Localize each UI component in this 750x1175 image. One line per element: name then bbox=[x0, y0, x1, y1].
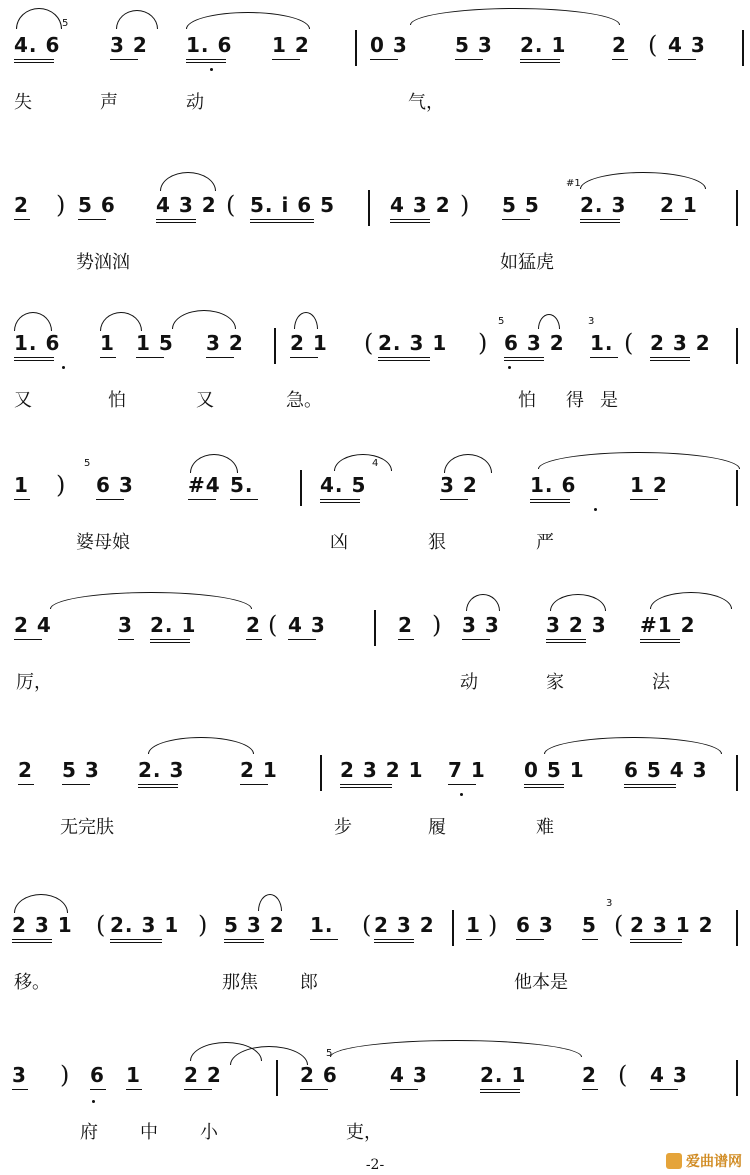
beam-line bbox=[90, 1089, 106, 1090]
slur bbox=[160, 172, 216, 191]
note-group: 1. 6 bbox=[14, 331, 61, 355]
note-group: 2 3 2 1 bbox=[340, 758, 424, 782]
note-group: 4. 5 bbox=[320, 473, 367, 497]
open-paren: ( bbox=[648, 31, 658, 59]
notation-line bbox=[0, 1030, 750, 1110]
lyric: 府 bbox=[80, 1122, 98, 1143]
beam-line bbox=[240, 784, 268, 785]
slur bbox=[148, 737, 254, 754]
note-group: 5 6 bbox=[78, 193, 116, 217]
beam-line bbox=[320, 499, 360, 500]
beam-line bbox=[206, 357, 234, 358]
beam-line bbox=[110, 942, 162, 943]
music-note-icon bbox=[666, 1153, 682, 1169]
beam-line bbox=[640, 639, 680, 640]
lyric: 是 bbox=[600, 390, 618, 411]
barline bbox=[300, 470, 302, 506]
note-group: 1. 6 bbox=[530, 473, 577, 497]
octave-dot bbox=[210, 68, 213, 71]
beam-line bbox=[390, 222, 430, 223]
note-group: 2. 3 bbox=[138, 758, 185, 782]
beam-line bbox=[524, 787, 564, 788]
note-group: 4 3 bbox=[650, 1063, 688, 1087]
note-group: 2 bbox=[612, 33, 627, 57]
beam-line bbox=[582, 939, 598, 940]
note-group: 1 5 bbox=[136, 331, 174, 355]
slur bbox=[580, 172, 706, 189]
beam-line bbox=[440, 499, 468, 500]
lyric: 移。 bbox=[14, 972, 50, 993]
beam-line bbox=[250, 219, 314, 220]
beam-line bbox=[612, 59, 628, 60]
notation-line bbox=[0, 0, 750, 80]
grace-note: 5 bbox=[326, 1048, 333, 1059]
beam-line bbox=[14, 357, 54, 358]
grace-note: 5 bbox=[84, 458, 91, 469]
barline bbox=[736, 328, 738, 364]
note-group: 1 2 bbox=[630, 473, 668, 497]
note-group: 3 2 bbox=[110, 33, 148, 57]
barline bbox=[452, 910, 454, 946]
grace-note: 3 bbox=[588, 316, 595, 327]
watermark bbox=[666, 1151, 742, 1171]
barline bbox=[368, 190, 370, 226]
note-group: 2 3 2 bbox=[650, 331, 711, 355]
note-group: 6 3 bbox=[96, 473, 134, 497]
score-system bbox=[0, 298, 750, 428]
slur bbox=[544, 737, 722, 754]
note-group: 2 1 bbox=[240, 758, 278, 782]
note-group: 2 bbox=[14, 193, 29, 217]
beam-line bbox=[156, 219, 196, 220]
slur bbox=[538, 452, 740, 469]
note-group: 6 3 bbox=[516, 913, 554, 937]
barline bbox=[742, 30, 744, 66]
beam-line bbox=[186, 62, 226, 63]
octave-dot bbox=[508, 366, 511, 369]
beam-line bbox=[110, 939, 162, 940]
beam-line bbox=[630, 939, 682, 940]
beam-line bbox=[138, 787, 178, 788]
barline bbox=[320, 755, 322, 791]
lyric: 家 bbox=[546, 672, 564, 693]
close-paren: ) bbox=[488, 911, 498, 939]
slur bbox=[116, 10, 158, 29]
open-paren: ( bbox=[614, 911, 624, 939]
note-group: 5 5 bbox=[502, 193, 540, 217]
lyric: 无完肤 bbox=[60, 817, 114, 838]
octave-dot bbox=[594, 508, 597, 511]
note-group: 2 bbox=[398, 613, 413, 637]
slur bbox=[330, 1040, 582, 1057]
beam-line bbox=[126, 1089, 142, 1090]
lyric: 又 bbox=[14, 390, 32, 411]
beam-line bbox=[310, 939, 338, 940]
lyric: 急。 bbox=[286, 390, 322, 411]
slur bbox=[258, 894, 282, 911]
open-paren: ( bbox=[618, 1061, 628, 1089]
close-paren: ) bbox=[56, 191, 66, 219]
note-group: 4 3 bbox=[288, 613, 326, 637]
beam-line bbox=[524, 784, 564, 785]
score-system bbox=[0, 0, 750, 130]
grace-note: 5 bbox=[498, 316, 505, 327]
lyric: 法 bbox=[652, 672, 670, 693]
beam-line bbox=[650, 357, 690, 358]
notation-line bbox=[0, 880, 750, 960]
lyric: 又 bbox=[196, 390, 214, 411]
beam-line bbox=[370, 59, 398, 60]
note-group: 1 bbox=[14, 473, 29, 497]
notation-line bbox=[0, 580, 750, 660]
score-system bbox=[0, 880, 750, 1010]
open-paren: ( bbox=[96, 911, 106, 939]
close-paren: ) bbox=[460, 191, 470, 219]
lyric: 凶 bbox=[330, 532, 348, 553]
slur bbox=[550, 594, 606, 611]
beam-line bbox=[136, 357, 164, 358]
beam-line bbox=[378, 360, 430, 361]
beam-line bbox=[466, 939, 482, 940]
beam-line bbox=[230, 499, 258, 500]
note-group: 2 4 bbox=[14, 613, 52, 637]
lyric: 势汹汹 bbox=[76, 252, 130, 273]
note-group: 0 5 1 bbox=[524, 758, 585, 782]
open-paren: ( bbox=[624, 329, 634, 357]
note-group: 2 bbox=[246, 613, 261, 637]
beam-line bbox=[320, 502, 360, 503]
barline bbox=[736, 755, 738, 791]
score-system bbox=[0, 725, 750, 855]
beam-line bbox=[340, 787, 392, 788]
beam-line bbox=[374, 939, 414, 940]
note-group: 3 2 bbox=[206, 331, 244, 355]
slur bbox=[466, 594, 500, 611]
beam-line bbox=[590, 357, 618, 358]
beam-line bbox=[668, 59, 696, 60]
beam-line bbox=[186, 59, 226, 60]
beam-line bbox=[12, 1089, 28, 1090]
slur bbox=[650, 592, 732, 609]
beam-line bbox=[14, 639, 42, 640]
slur bbox=[444, 454, 492, 473]
beam-line bbox=[480, 1092, 520, 1093]
note-group: 4 3 2 bbox=[390, 193, 451, 217]
note-group: 2. 1 bbox=[150, 613, 197, 637]
slur bbox=[16, 8, 62, 29]
note-group: 5 3 2 bbox=[224, 913, 285, 937]
beam-line bbox=[546, 639, 586, 640]
score-system bbox=[0, 580, 750, 710]
beam-line bbox=[188, 499, 216, 500]
note-group: 6 bbox=[90, 1063, 105, 1087]
close-paren: ) bbox=[198, 911, 208, 939]
beam-line bbox=[390, 219, 430, 220]
grace-note: 4 bbox=[372, 458, 379, 469]
slur bbox=[186, 12, 310, 29]
slur bbox=[190, 454, 238, 473]
note-group: 3 bbox=[118, 613, 133, 637]
beam-line bbox=[12, 939, 52, 940]
beam-line bbox=[118, 639, 134, 640]
close-paren: ) bbox=[56, 471, 66, 499]
lyric: 小 bbox=[200, 1122, 218, 1143]
note-group: 5. i 6 5 bbox=[250, 193, 336, 217]
beam-line bbox=[96, 499, 124, 500]
note-group: 7 1 bbox=[448, 758, 486, 782]
beam-line bbox=[630, 942, 682, 943]
close-paren: ) bbox=[432, 611, 442, 639]
note-group: 6 5 4 3 bbox=[624, 758, 708, 782]
beam-line bbox=[580, 222, 620, 223]
note-group: 1 bbox=[466, 913, 481, 937]
slur bbox=[14, 894, 68, 913]
note-group: 2. 3 1 bbox=[110, 913, 180, 937]
note-group: 2 3 1 2 bbox=[630, 913, 714, 937]
octave-dot bbox=[460, 793, 463, 796]
beam-line bbox=[100, 357, 116, 358]
beam-line bbox=[640, 642, 680, 643]
note-group: 2 3 1 bbox=[12, 913, 73, 937]
beam-line bbox=[530, 499, 570, 500]
note-group: 2 1 bbox=[290, 331, 328, 355]
beam-line bbox=[18, 784, 34, 785]
beam-line bbox=[224, 942, 264, 943]
slur bbox=[50, 592, 252, 609]
slur bbox=[334, 454, 392, 471]
beam-line bbox=[455, 59, 483, 60]
octave-dot bbox=[92, 1100, 95, 1103]
beam-line bbox=[520, 59, 560, 60]
note-group: 6 3 2 bbox=[504, 331, 565, 355]
open-paren: ( bbox=[364, 329, 374, 357]
note-group: 5. bbox=[230, 473, 254, 497]
close-paren: ) bbox=[60, 1061, 70, 1089]
barline bbox=[736, 910, 738, 946]
lyric: 郎 bbox=[300, 972, 318, 993]
notation-line bbox=[0, 440, 750, 520]
notation-line bbox=[0, 160, 750, 240]
beam-line bbox=[14, 59, 54, 60]
lyric: 如猛虎 bbox=[500, 252, 554, 273]
lyric: 他本是 bbox=[514, 972, 568, 993]
slur bbox=[538, 314, 560, 329]
slur bbox=[14, 312, 52, 331]
lyric: 狠 bbox=[428, 532, 446, 553]
note-group: #4 bbox=[188, 473, 221, 497]
note-group: 4 3 bbox=[390, 1063, 428, 1087]
beam-line bbox=[480, 1089, 520, 1090]
beam-line bbox=[300, 1089, 328, 1090]
beam-line bbox=[184, 1089, 212, 1090]
note-group: 2. 3 bbox=[580, 193, 627, 217]
beam-line bbox=[630, 499, 658, 500]
beam-line bbox=[374, 942, 414, 943]
slur bbox=[294, 312, 318, 329]
lyric: 吏， bbox=[346, 1122, 382, 1143]
note-group: 4 3 bbox=[668, 33, 706, 57]
beam-line bbox=[12, 942, 52, 943]
barline bbox=[274, 328, 276, 364]
beam-line bbox=[660, 219, 688, 220]
note-group: 2 1 bbox=[660, 193, 698, 217]
beam-line bbox=[504, 360, 544, 361]
beam-line bbox=[110, 59, 138, 60]
note-group: 1 2 bbox=[272, 33, 310, 57]
barline bbox=[276, 1060, 278, 1096]
note-group: 2 6 bbox=[300, 1063, 338, 1087]
watermark-text: 爱曲谱网 bbox=[686, 1154, 742, 1170]
score-system bbox=[0, 1030, 750, 1160]
slur bbox=[172, 310, 236, 329]
beam-line bbox=[156, 222, 196, 223]
beam-line bbox=[580, 219, 620, 220]
beam-line bbox=[462, 639, 490, 640]
lyric: 失 bbox=[14, 92, 32, 113]
beam-line bbox=[530, 502, 570, 503]
lyric: 难 bbox=[536, 817, 554, 838]
note-group: 1. bbox=[310, 913, 334, 937]
barline bbox=[355, 30, 357, 66]
note-group: 2 2 bbox=[184, 1063, 222, 1087]
slur bbox=[100, 312, 142, 331]
grace-note: 3 bbox=[606, 898, 613, 909]
note-group: 2 bbox=[582, 1063, 597, 1087]
beam-line bbox=[250, 222, 314, 223]
note-group: 2 3 2 bbox=[374, 913, 435, 937]
beam-line bbox=[516, 939, 544, 940]
lyric: 那焦 bbox=[222, 972, 258, 993]
beam-line bbox=[398, 639, 414, 640]
note-group: 3 2 3 bbox=[546, 613, 607, 637]
beam-line bbox=[378, 357, 430, 358]
beam-line bbox=[138, 784, 178, 785]
beam-line bbox=[14, 62, 54, 63]
octave-dot bbox=[62, 366, 65, 369]
beam-line bbox=[390, 1089, 418, 1090]
beam-line bbox=[272, 59, 300, 60]
lyric: 怕 bbox=[108, 390, 126, 411]
notation-line bbox=[0, 298, 750, 378]
beam-line bbox=[502, 219, 530, 220]
lyric: 履 bbox=[428, 817, 446, 838]
slur bbox=[410, 8, 620, 25]
close-paren: ) bbox=[478, 329, 488, 357]
beam-line bbox=[290, 357, 318, 358]
note-group: 1. 6 bbox=[186, 33, 233, 57]
note-group: 2 bbox=[18, 758, 33, 782]
lyric: 中 bbox=[140, 1122, 158, 1143]
lyric: 动 bbox=[186, 92, 204, 113]
barline bbox=[736, 1060, 738, 1096]
note-group: 5 3 bbox=[455, 33, 493, 57]
lyric: 声 bbox=[100, 92, 118, 113]
note-group: 3 bbox=[12, 1063, 27, 1087]
note-group: 3 2 bbox=[440, 473, 478, 497]
page-number: -2- bbox=[365, 1157, 385, 1173]
beam-line bbox=[150, 639, 190, 640]
note-group: 2. 1 bbox=[520, 33, 567, 57]
lyric: 严 bbox=[536, 532, 554, 553]
open-paren: ( bbox=[226, 191, 236, 219]
note-group: 4 3 2 bbox=[156, 193, 217, 217]
grace-note: 5 bbox=[62, 18, 69, 29]
barline bbox=[736, 470, 738, 506]
score-system bbox=[0, 160, 750, 290]
beam-line bbox=[504, 357, 544, 358]
lyric: 厉， bbox=[16, 672, 52, 693]
note-group: 4. 6 bbox=[14, 33, 61, 57]
beam-line bbox=[340, 784, 392, 785]
note-group: #1 2 bbox=[640, 613, 696, 637]
beam-line bbox=[624, 784, 676, 785]
open-paren: ( bbox=[362, 911, 372, 939]
barline bbox=[374, 610, 376, 646]
note-group: 5 bbox=[582, 913, 597, 937]
note-group: 0 3 bbox=[370, 33, 408, 57]
beam-line bbox=[650, 360, 690, 361]
note-group: 5 3 bbox=[62, 758, 100, 782]
beam-line bbox=[520, 62, 560, 63]
beam-line bbox=[546, 642, 586, 643]
beam-line bbox=[246, 639, 262, 640]
beam-line bbox=[624, 787, 676, 788]
note-group: 2. 1 bbox=[480, 1063, 527, 1087]
beam-line bbox=[14, 360, 54, 361]
beam-line bbox=[62, 784, 90, 785]
note-group: 1. bbox=[590, 331, 614, 355]
note-group: 1 bbox=[126, 1063, 141, 1087]
note-group: 1 bbox=[100, 331, 115, 355]
score-system bbox=[0, 440, 750, 570]
lyric: 动 bbox=[460, 672, 478, 693]
lyric: 步 bbox=[334, 817, 352, 838]
note-group: 3 3 bbox=[462, 613, 500, 637]
lyric: 怕 bbox=[518, 390, 536, 411]
barline bbox=[736, 190, 738, 226]
beam-line bbox=[582, 1089, 598, 1090]
beam-line bbox=[14, 499, 30, 500]
beam-line bbox=[14, 219, 30, 220]
lyric: 气， bbox=[408, 92, 444, 113]
beam-line bbox=[224, 939, 264, 940]
notation-line bbox=[0, 725, 750, 805]
lyric: 婆母娘 bbox=[76, 532, 130, 553]
beam-line bbox=[150, 642, 190, 643]
beam-line bbox=[78, 219, 106, 220]
grace-note: #1 bbox=[566, 178, 581, 189]
open-paren: ( bbox=[268, 611, 278, 639]
beam-line bbox=[448, 784, 476, 785]
beam-line bbox=[650, 1089, 678, 1090]
lyric: 得 bbox=[566, 390, 584, 411]
note-group: 2. 3 1 bbox=[378, 331, 448, 355]
beam-line bbox=[288, 639, 316, 640]
